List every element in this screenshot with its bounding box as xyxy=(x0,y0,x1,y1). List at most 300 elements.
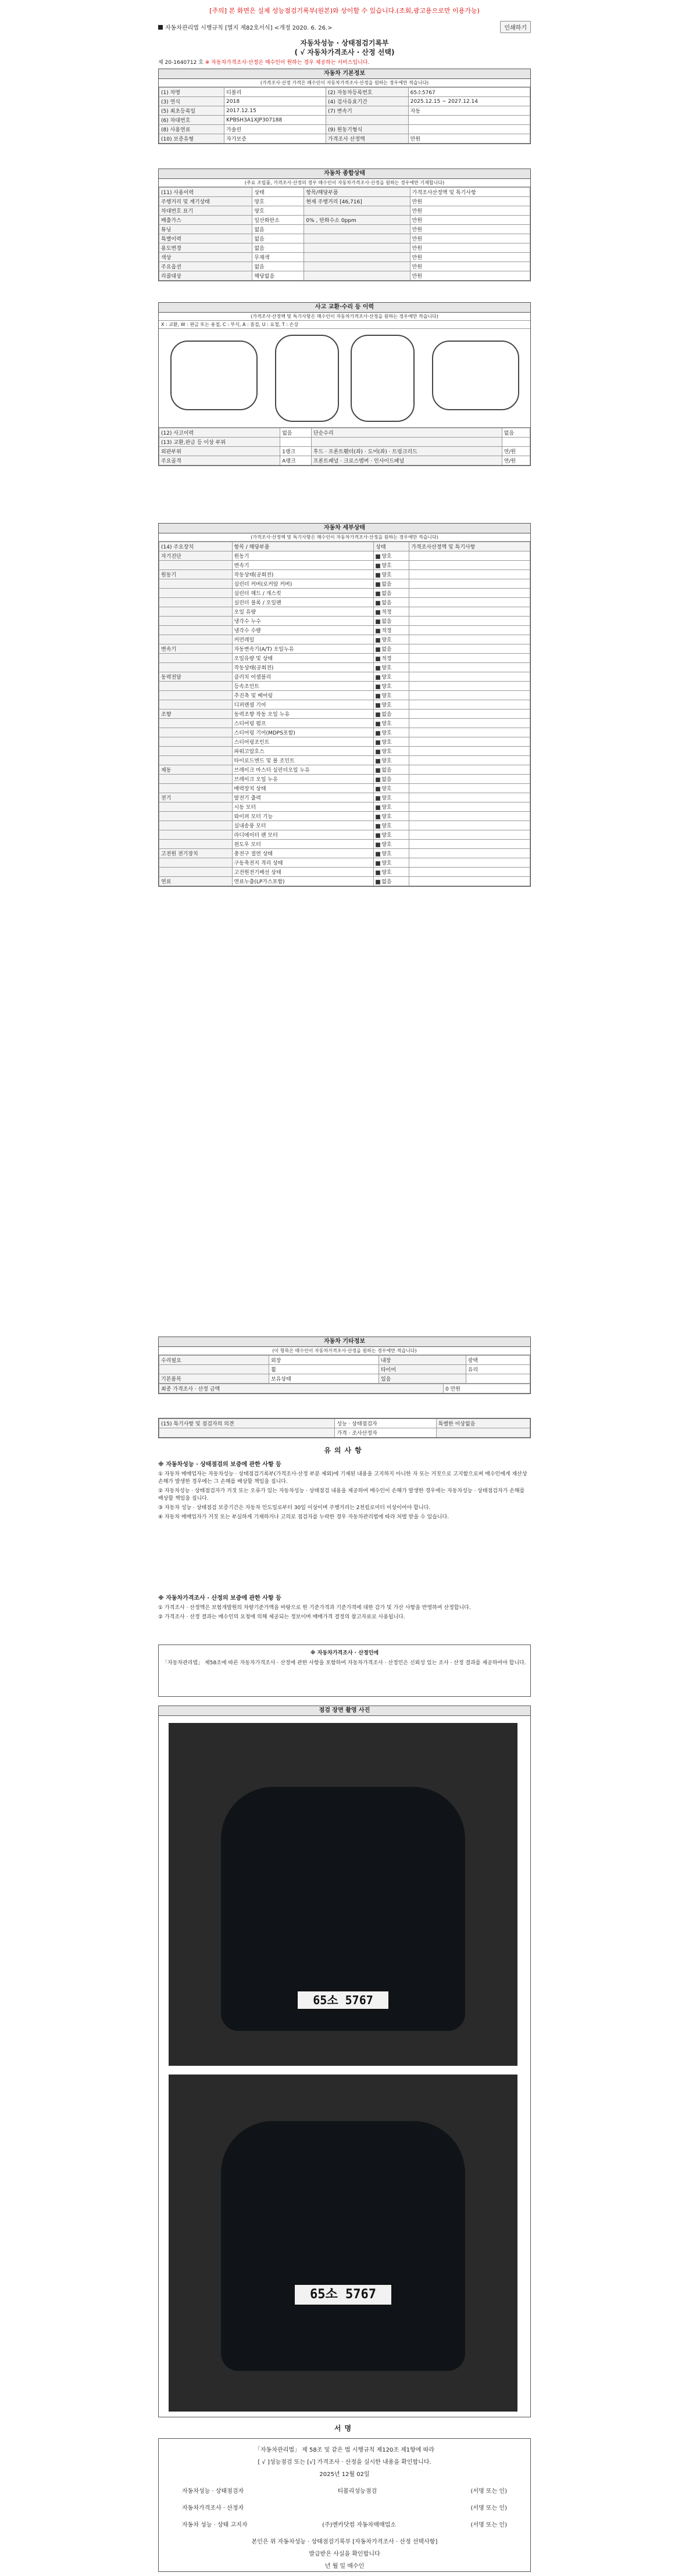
detail-status: 없음 xyxy=(381,591,392,597)
basic-info-row-cell: (1) 차명 xyxy=(159,88,224,97)
footer-section xyxy=(158,1418,531,1438)
accident-row-cell xyxy=(280,438,312,447)
comprehensive-row-cell: 만원 xyxy=(410,243,530,253)
detail-cell: 발전기 출력 xyxy=(232,793,374,802)
checkbox-icon xyxy=(376,870,380,875)
checkbox-icon xyxy=(376,703,380,708)
detail-extra-cell xyxy=(409,644,530,654)
detail-cell: 원동기 xyxy=(159,570,233,579)
total-label: 최종 가격조사 · 산정 금액 xyxy=(159,1384,444,1393)
detail-cell xyxy=(374,607,409,617)
sign-row-cell: 자동차가격조사 · 산정자 xyxy=(182,2505,244,2511)
caution-item: ② 가격조사 · 산정 결과는 매수인의 요청에 의해 제공되는 정보이며 매매가격 결정의 참고자료로 사용됩니다. xyxy=(158,1614,405,1620)
detail-cell: 동력조향 작동 오일 누유 xyxy=(232,710,374,719)
basic-info-row xyxy=(159,97,530,106)
caution-part1 xyxy=(158,1459,531,1523)
detail-extra-cell xyxy=(409,765,530,775)
comprehensive-row-cell: 항목/해당부품 xyxy=(304,188,410,197)
license-plate-rear: 65소 5767 xyxy=(294,2284,392,2306)
detail-cell xyxy=(374,756,409,765)
detail-cell: 타이로드엔드 및 볼 조인트 xyxy=(232,756,374,765)
detail-cell: 라디에이터 팬 모터 xyxy=(232,830,374,840)
detail-status: 양호 xyxy=(381,851,392,857)
detail-cell: 디퍼렌셜 기어 xyxy=(232,700,374,710)
comprehensive-row xyxy=(159,216,530,225)
detail-row xyxy=(159,812,530,821)
checkbox-icon xyxy=(376,843,380,847)
detail-extra-cell xyxy=(409,840,530,849)
detail-row xyxy=(159,765,530,775)
others-row-cell: 휠 xyxy=(269,1365,379,1374)
detail-extra-cell xyxy=(409,551,530,561)
checkbox-icon xyxy=(376,657,380,661)
print-button[interactable]: 인쇄하기 xyxy=(500,21,531,33)
detail-row xyxy=(159,570,530,579)
detail-cell xyxy=(159,626,233,635)
detail-row xyxy=(159,821,530,830)
detail-row xyxy=(159,802,530,812)
document-title-line2: ( √ 자동차가격조사 · 산정 선택) xyxy=(294,48,395,56)
detail-row xyxy=(159,663,530,672)
detail-cell xyxy=(159,840,233,849)
license-plate-front: 65소 5767 xyxy=(297,1990,390,2010)
accident-row-cell: 단순수리 xyxy=(311,428,502,438)
sign-row-cell: (서명 또는 인) xyxy=(470,2505,507,2511)
detail-status: 양호 xyxy=(381,786,392,792)
comprehensive-row xyxy=(159,197,530,206)
accident-row xyxy=(159,428,530,438)
detail-cell: 등속조인트 xyxy=(232,682,374,691)
basic-info-row-cell: 2018 xyxy=(224,97,326,106)
detail-cell: 조향 xyxy=(159,710,233,719)
checkbox-icon xyxy=(376,694,380,698)
detail-extra-cell xyxy=(409,775,530,784)
detail-cell xyxy=(374,579,409,589)
accident-note: (가격조사·산정액 및 특기사항은 매수인이 자동차가격조사·산정을 원하는 경우에만 적습니다) xyxy=(159,313,530,321)
sign-row-cell: 자동차성능 · 상태점검자 xyxy=(182,2488,244,2495)
detail-row xyxy=(159,858,530,868)
detail-cell: 스티어링 펌프 xyxy=(232,719,374,728)
others-row-cell: 기본품목 xyxy=(159,1374,269,1384)
sign-date: 2025년 12월 02일 xyxy=(319,2471,370,2478)
car-side-right-outline xyxy=(432,341,519,410)
detail-extra-cell xyxy=(409,626,530,635)
detail-extra-cell xyxy=(409,589,530,598)
comprehensive-row xyxy=(159,234,530,243)
square-icon xyxy=(158,25,163,30)
detail-cell: 원동기 xyxy=(232,551,374,561)
detail-cell xyxy=(374,700,409,710)
comprehensive-row-cell: 특별이력 xyxy=(159,234,252,243)
notice-box-text: 「자동차관리법」 제58조에 따른 자동차가격조사 · 산정에 관한 사항을 포함하여 자동차가격조사 · 산정인은 신뢰성 있는 조사 · 산정 결과를 제공하여야 합니다. xyxy=(162,1660,526,1666)
detail-cell: 클러치 어셈블리 xyxy=(232,672,374,682)
detail-extra-cell xyxy=(409,784,530,793)
detail-cell xyxy=(374,793,409,802)
detail-cell xyxy=(374,589,409,598)
detail-cell: 오일유량 및 상태 xyxy=(232,654,374,663)
detail-row xyxy=(159,756,530,765)
basic-info-row-cell xyxy=(326,116,409,125)
detail-extra-cell xyxy=(409,830,530,840)
detail-cell: 브레이크 오일 누유 xyxy=(232,775,374,784)
others-row-cell: 보유상태 xyxy=(269,1374,379,1384)
detail-cell xyxy=(159,607,233,617)
detail-header: 자동차 세부상태 xyxy=(159,524,530,533)
detail-row xyxy=(159,644,530,654)
others-row-cell: 광택 xyxy=(466,1356,530,1365)
detail-status: 양호 xyxy=(381,796,392,801)
detail-cell xyxy=(159,868,233,877)
accident-row-cell: 주요골격 xyxy=(159,456,280,465)
comprehensive-row-cell: 해당없음 xyxy=(252,271,304,281)
detail-cell: 충전구 절연 상태 xyxy=(232,849,374,858)
basic-info-header: 자동차 기본정보 xyxy=(159,69,530,79)
detail-cell xyxy=(374,737,409,747)
checkbox-icon xyxy=(376,638,380,643)
comprehensive-row-cell: 가격조사산정액 및 특기사항 xyxy=(410,188,530,197)
document-number: 제 20-1640712 호 xyxy=(158,60,204,66)
comprehensive-row-cell: 배출가스 xyxy=(159,216,252,225)
top-notice: [주의] 본 화면은 실제 성능점검기록부(원본)와 상이할 수 있습니다.(조회,광고용으로만 이용가능) xyxy=(209,7,480,15)
accident-row-cell xyxy=(502,438,530,447)
basic-info-row-cell: (6) 차대번호 xyxy=(159,116,224,125)
checkbox-icon xyxy=(376,554,380,559)
checkbox-icon xyxy=(376,610,380,615)
detail-cell xyxy=(374,849,409,858)
checkbox-icon xyxy=(376,805,380,810)
others-row-cell: 타이어 xyxy=(379,1365,466,1374)
comprehensive-row-cell: (11) 사용이력 xyxy=(159,188,252,197)
comprehensive-section xyxy=(158,169,531,281)
detail-row xyxy=(159,700,530,710)
detail-row xyxy=(159,579,530,589)
detail-cell: 냉각수 수량 xyxy=(232,626,374,635)
comprehensive-row-cell: 상태 xyxy=(252,188,304,197)
detail-status: 양호 xyxy=(381,572,392,578)
checkbox-icon xyxy=(376,601,380,606)
accident-legend: X : 교환, W : 판금 또는 용접, C : 부식, A : 흠집, U : 요철, T : 손상 xyxy=(159,321,530,329)
checkbox-icon xyxy=(376,629,380,633)
comprehensive-row-cell: 주요옵션 xyxy=(159,262,252,271)
accident-row-cell: A랭크 xyxy=(280,456,312,465)
detail-cell xyxy=(159,617,233,626)
basic-info-row-cell: 자동 xyxy=(408,106,530,116)
comprehensive-row-cell xyxy=(304,225,410,234)
document-title xyxy=(158,38,531,57)
caution-item: ③ 자동차 성능 · 상태점검 보증기간은 자동차 인도일로부터 30일 이상이며 주행거리는 2천킬로미터 이상이어야 합니다. xyxy=(158,1505,431,1511)
detail-cell xyxy=(374,802,409,812)
checkbox-icon xyxy=(376,685,380,689)
accident-row-cell: 없음 xyxy=(502,428,530,438)
detail-cell xyxy=(159,858,233,868)
sign-row-cell: (서명 또는 인) xyxy=(470,2488,507,2495)
checkbox-icon xyxy=(376,722,380,726)
detail-status: 없음 xyxy=(381,582,392,587)
detail-row xyxy=(159,672,530,682)
detail-cell xyxy=(374,858,409,868)
document-title-line1: 자동차성능 · 상태점검기록부 xyxy=(300,39,389,47)
detail-row xyxy=(159,728,530,737)
footer-row xyxy=(159,1428,530,1438)
sign-row xyxy=(159,2486,530,2495)
detail-row xyxy=(159,561,530,570)
detail-status: 없음 xyxy=(381,619,392,625)
others-header: 자동차 기타정보 xyxy=(159,1337,530,1347)
detail-cell xyxy=(374,812,409,821)
detail-row xyxy=(159,626,530,635)
basic-info-row-cell: 티볼리 xyxy=(224,88,326,97)
caution-item: ④ 자동차 매매업자가 거짓 또는 부실하게 기재하거나 고의로 점검자를 누락한 경우 자동차관리법에 따라 처벌 받을 수 있습니다. xyxy=(158,1514,449,1520)
detail-extra-cell xyxy=(409,672,530,682)
checkbox-icon xyxy=(376,740,380,745)
sign-bottom3: 년 월 일 매수인 xyxy=(324,2563,365,2570)
caution-item: ① 자동차 매매업자는 자동차성능 · 상태점검기록부(가격조사·산정 부분 제외)에 기재된 내용을 고지하지 아니한 자 또는 거짓으로 고지함으로써 매수인에게 재산상 손해가 발생한 경우에는 그 손해를 배상할 책임을 집니다. xyxy=(158,1471,527,1485)
detail-cell: 변속기 xyxy=(232,561,374,570)
notice-box xyxy=(158,1645,531,1697)
detail-row xyxy=(159,682,530,691)
detail-row xyxy=(159,840,530,849)
comprehensive-row-cell: 없음 xyxy=(252,234,304,243)
accident-header: 사고 교환·수리 등 이력 xyxy=(159,303,530,313)
checkbox-icon xyxy=(376,796,380,801)
detail-status: 적정 xyxy=(381,628,392,634)
basic-info-row-cell xyxy=(408,125,530,134)
car-top-outline xyxy=(351,335,415,422)
footer-row-cell: 특별한 이상없음 xyxy=(436,1419,530,1428)
detail-row xyxy=(159,737,530,747)
caution-item: ① 가격조사 · 산정액은 보험개발원의 차량기준가액을 바탕으로 한 기준가격과 기준가격에 대한 감가 및 가산 사항을 반영하여 산정합니다. xyxy=(158,1605,471,1611)
footer-row-cell xyxy=(159,1428,335,1438)
detail-status: 양호 xyxy=(381,833,392,839)
detail-extra-cell xyxy=(409,793,530,802)
detail-status: 없음 xyxy=(381,879,392,885)
detail-status: 양호 xyxy=(381,740,392,746)
accident-row-cell: (13) 교환,판금 등 이상 부위 xyxy=(159,438,280,447)
detail-extra-cell xyxy=(409,561,530,570)
detail-cell xyxy=(159,812,233,821)
inspection-photo-rear xyxy=(169,2075,517,2412)
comprehensive-row-cell: 없음 xyxy=(252,262,304,271)
detail-cell: 커먼레일 xyxy=(232,635,374,644)
detail-status: 없음 xyxy=(381,712,392,718)
detail-cell: 연료 xyxy=(159,877,233,886)
total-table xyxy=(159,1384,530,1393)
accident-row-cell: (12) 사고이력 xyxy=(159,428,280,438)
accident-row-cell: 연/원 xyxy=(502,456,530,465)
car-front-outline xyxy=(275,335,339,422)
checkbox-icon xyxy=(376,815,380,819)
detail-extra-cell xyxy=(409,737,530,747)
detail-extra-cell xyxy=(409,598,530,607)
detail-cell xyxy=(374,840,409,849)
form-label: 자동차관리법 시행규칙 [별지 제82호서식] <개정 2020. 6. 26.> xyxy=(165,25,333,31)
detail-status: 적정 xyxy=(381,610,392,615)
detail-cell: 실린더 커버(로커암 커버) xyxy=(232,579,374,589)
comprehensive-row-cell: 만원 xyxy=(410,253,530,262)
detail-cell: 브레이크 마스터 실린더오일 누유 xyxy=(232,765,374,775)
sign-row-cell: (주)엔카닷컴 자동차매매업소 xyxy=(322,2522,396,2528)
detail-extra-cell xyxy=(409,719,530,728)
checkbox-icon xyxy=(376,564,380,568)
detail-extra-cell xyxy=(409,756,530,765)
basic-info-row-cell: 2025.12.15 ~ 2027.12.14 xyxy=(408,97,530,106)
detail-cell: 변속기 xyxy=(159,644,233,654)
detail-row xyxy=(159,784,530,793)
comprehensive-row xyxy=(159,243,530,253)
detail-status: 양호 xyxy=(381,721,392,727)
detail-status: 양호 xyxy=(381,693,392,699)
detail-extra-cell xyxy=(409,710,530,719)
detail-extra-cell xyxy=(409,663,530,672)
detail-status: 양호 xyxy=(381,870,392,876)
basic-info-row-cell: 자가보증 xyxy=(224,134,326,144)
detail-status: 양호 xyxy=(381,842,392,848)
accident-row-cell xyxy=(311,438,502,447)
detail-cell xyxy=(374,784,409,793)
comprehensive-row-cell: 만원 xyxy=(410,206,530,216)
sign-row xyxy=(159,2520,530,2528)
comprehensive-row xyxy=(159,188,530,197)
detail-status: 양호 xyxy=(381,637,392,643)
sign-line1: 「자동차관리법」 제 58조 및 같은 법 시행규칙 제120조 제1항에 따라 xyxy=(255,2447,434,2453)
detail-row xyxy=(159,849,530,858)
detail-status: 없음 xyxy=(381,777,392,783)
detail-cell xyxy=(159,561,233,570)
detail-status: 양호 xyxy=(381,684,392,690)
comprehensive-row-cell: 없음 xyxy=(252,225,304,234)
comprehensive-row-cell: 0% , 탄화수소 0ppm xyxy=(304,216,410,225)
comprehensive-row-cell: 만원 xyxy=(410,262,530,271)
detail-extra-cell xyxy=(409,747,530,756)
comprehensive-row-cell xyxy=(304,206,410,216)
detail-row xyxy=(159,551,530,561)
others-row-cell: 외장 xyxy=(269,1356,379,1365)
detail-cell xyxy=(159,756,233,765)
accident-row-cell: 연/원 xyxy=(502,447,530,456)
accident-row-cell: 1랭크 xyxy=(280,447,312,456)
detail-cell: 스티어링 기어(MDPS포함) xyxy=(232,728,374,737)
accident-section xyxy=(158,302,531,466)
detail-extra-cell xyxy=(409,570,530,579)
detail-cell xyxy=(374,682,409,691)
detail-extra-cell xyxy=(409,849,530,858)
checkbox-icon xyxy=(376,666,380,671)
sign-bottom2: 발급받은 사실을 확인합니다 xyxy=(309,2551,380,2557)
car-rear-shape xyxy=(221,2121,465,2371)
detail-status: 없음 xyxy=(381,647,392,653)
basic-info-row-cell: 65소5767 xyxy=(408,88,530,97)
detail-cell: 구동축전지 격리 상태 xyxy=(232,858,374,868)
detail-extra-cell xyxy=(409,682,530,691)
detail-cell: 작동상태(공회전) xyxy=(232,570,374,579)
comprehensive-row-cell xyxy=(304,262,410,271)
comprehensive-row xyxy=(159,271,530,281)
comprehensive-row-cell: 만원 xyxy=(410,225,530,234)
basic-info-row-cell: (3) 연식 xyxy=(159,97,224,106)
detail-cell xyxy=(374,626,409,635)
detail-cell xyxy=(374,747,409,756)
checkbox-icon xyxy=(376,833,380,838)
comprehensive-row-cell: 튜닝 xyxy=(159,225,252,234)
footer-row xyxy=(159,1419,530,1428)
caution-part1-title: ※ 자동차성능 · 상태점검의 보증에 관한 사항 등 xyxy=(158,1461,281,1468)
document-subline xyxy=(158,58,531,66)
checkbox-icon xyxy=(376,759,380,764)
detail-status: 양호 xyxy=(381,758,392,764)
detail-cell: 파워고압호스 xyxy=(232,747,374,756)
comprehensive-row-cell: 만원 xyxy=(410,216,530,225)
detail-cell xyxy=(374,654,409,663)
comprehensive-row xyxy=(159,262,530,271)
comprehensive-row-cell: 만원 xyxy=(410,234,530,243)
detail-cell xyxy=(159,589,233,598)
detail-status: 양호 xyxy=(381,554,392,560)
sign-title: 서명 xyxy=(334,2424,355,2432)
photo-header: 점검 장면 촬영 사진 xyxy=(159,1706,530,1716)
detail-cell xyxy=(374,617,409,626)
basic-info-row xyxy=(159,106,530,116)
comprehensive-row-cell: 용도변경 xyxy=(159,243,252,253)
detail-status: 양호 xyxy=(381,703,392,708)
sign-row xyxy=(159,2503,530,2511)
others-row-cell: 유리 xyxy=(466,1365,530,1374)
detail-row xyxy=(159,830,530,840)
comprehensive-table xyxy=(159,187,530,281)
accident-row-cell: 없음 xyxy=(280,428,312,438)
basic-info-row-cell xyxy=(408,116,530,125)
checkbox-icon xyxy=(376,861,380,866)
car-diagram xyxy=(159,329,530,428)
inspection-photo-front xyxy=(169,1723,517,2066)
detail-cell xyxy=(374,775,409,784)
detail-column-header: 항목 / 해당부품 xyxy=(232,542,374,551)
detail-status: 양호 xyxy=(381,730,392,736)
detail-row xyxy=(159,793,530,802)
detail-cell xyxy=(159,802,233,812)
basic-info-row xyxy=(159,116,530,125)
comprehensive-row-cell xyxy=(304,271,410,281)
footer-row-cell: 성능 · 상태점검자 xyxy=(335,1419,436,1428)
detail-status: 양호 xyxy=(381,675,392,680)
accident-row-cell: 후드 · 프론트휀더(좌) · 도어(좌) · 트렁크리드 xyxy=(311,447,502,456)
detail-cell xyxy=(159,719,233,728)
detail-cell: 윈도우 모터 xyxy=(232,840,374,849)
footer-row-cell: (15) 특기사항 및 점검자의 의견 xyxy=(159,1419,335,1428)
checkbox-icon xyxy=(376,768,380,773)
detail-cell: 시동 모터 xyxy=(232,802,374,812)
detail-status: 양호 xyxy=(381,665,392,671)
others-row-cell: 내장 xyxy=(379,1356,466,1365)
detail-cell: 연료누출(LP가스포함) xyxy=(232,877,374,886)
accident-row xyxy=(159,456,530,465)
detail-cell: 전기 xyxy=(159,793,233,802)
detail-cell xyxy=(159,821,233,830)
sign-box xyxy=(158,2438,531,2572)
accident-row-cell: 프론트패널 · 크로스멤버 · 인사이드패널 xyxy=(311,456,502,465)
checkbox-icon xyxy=(376,647,380,652)
checkbox-icon xyxy=(376,592,380,596)
detail-cell xyxy=(374,663,409,672)
caution-part2 xyxy=(158,1592,531,1623)
basic-info-row-cell: (8) 사용연료 xyxy=(159,125,224,134)
basic-info-row-cell: 가솔린 xyxy=(224,125,326,134)
comprehensive-row-cell: 없음 xyxy=(252,243,304,253)
detail-extra-cell xyxy=(409,607,530,617)
basic-info-row xyxy=(159,134,530,144)
basic-info-row-cell: 2017.12.15 xyxy=(224,106,326,116)
detail-cell xyxy=(159,830,233,840)
detail-row xyxy=(159,598,530,607)
